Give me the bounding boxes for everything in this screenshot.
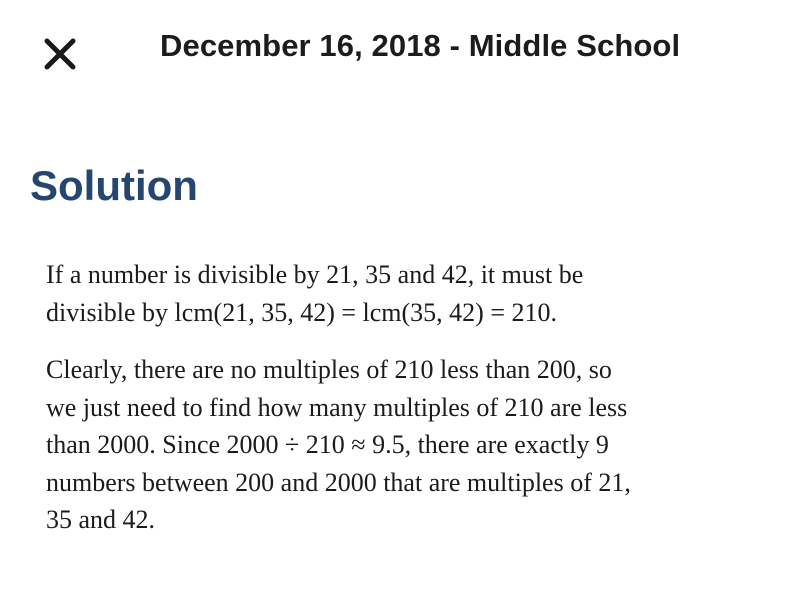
close-icon [38, 32, 82, 76]
solution-heading: Solution [30, 162, 198, 209]
solution-paragraph-1 [46, 256, 776, 331]
text-line: than 2000. Since 2000 ÷ 210 ≈ 9.5, there are exactly 9 [46, 430, 609, 459]
text-line: divisible by lcm(21, 35, 42) = lcm(35, 42) = 210. [46, 297, 557, 327]
text-line: 35 and 42. [46, 505, 156, 534]
text-line: numbers between 200 and 2000 that are multiples of 21, [46, 467, 631, 497]
text-line: If a number is divisible by 21, 35 and 42, it must be [46, 260, 584, 289]
text-line: Clearly, there are no multiples of 210 less than 200, so [46, 355, 612, 384]
text-line: we just need to find how many multiples of 210 are less [46, 392, 628, 422]
top-bar [0, 0, 800, 100]
solution-paragraph-2 [46, 351, 776, 539]
solution-body [46, 256, 776, 539]
page-title: December 16, 2018 - Middle School [160, 28, 681, 63]
close-button[interactable] [38, 32, 82, 76]
